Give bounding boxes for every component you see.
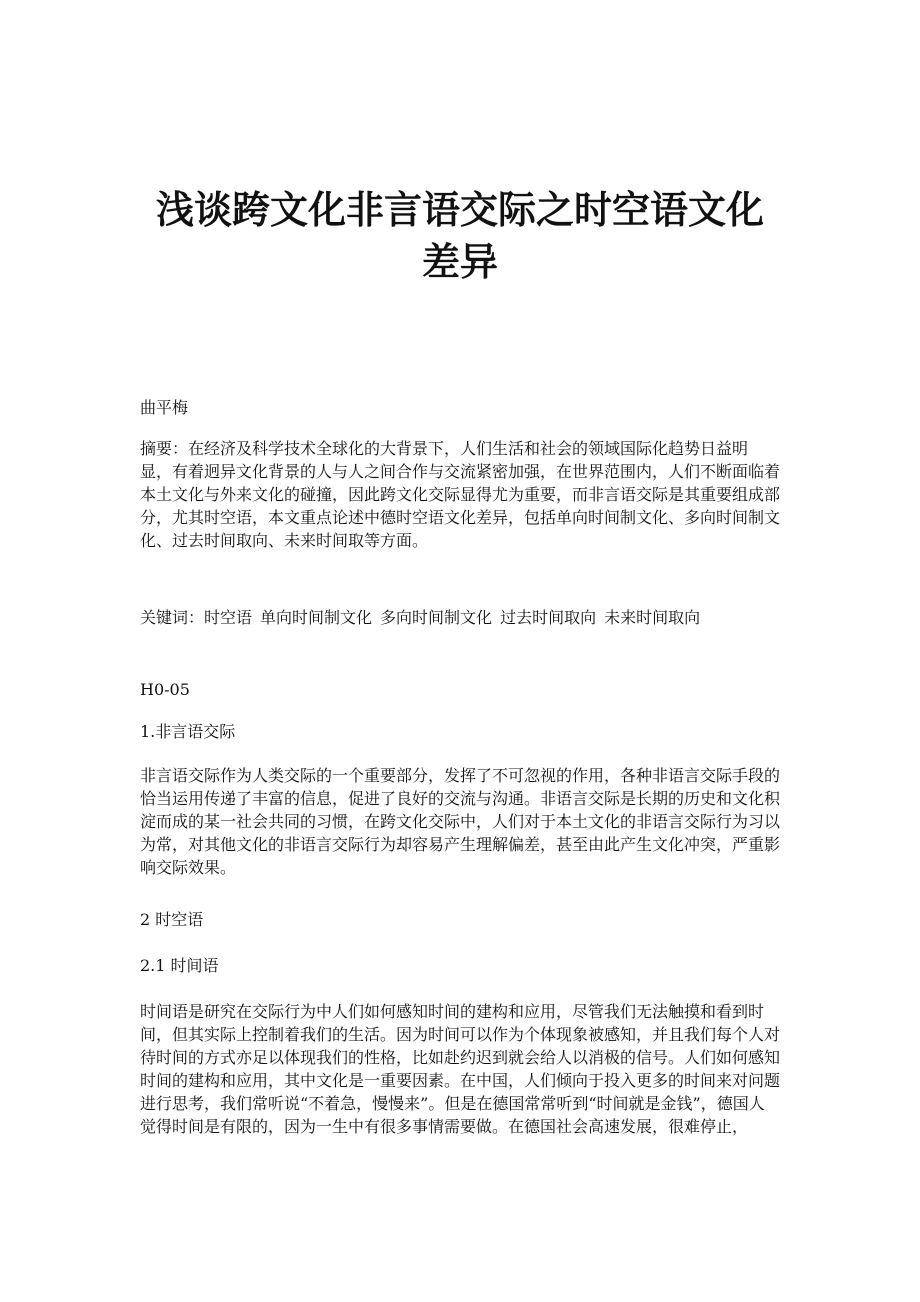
author-name: 曲平梅: [140, 398, 189, 417]
abstract-paragraph: [140, 437, 780, 552]
keywords-paragraph: [140, 606, 780, 629]
keywords-label: 关键词：: [140, 608, 205, 627]
keyword-item: 单向时间制文化: [260, 608, 373, 627]
keyword-item: 未来时间取向: [604, 608, 701, 627]
section-2-1-paragraph: 时间语是研究在交际行为中人们如何感知时间的建构和应用，尽管我们无法触摸和看到时间，但其实际上控制着我们的生活。因为时间可以作为个体现象被感知，并且我们每个人对待时间的方式亦足以体现我们的性格，比如赴约迟到就会给人以消极的信号。人们如何感知时间的建构和应用，其中文化是一重要因素。在中国，人们倾向于投入更多的时间来对问题进行思考，我们常听说“不着急，慢慢来”。但是在德国常常听到“时间就是金钱”，德国人觉得时间是有限的，因为一生中有很多事情需要做。在德国社会高速发展，很难停止，: [140, 1002, 781, 1136]
abstract-label: 摘要：: [140, 439, 189, 458]
keyword-item: 过去时间取向: [500, 608, 597, 627]
keyword-item: 多向时间制文化: [380, 608, 493, 627]
section-heading-1: 1.非言语交际: [140, 722, 236, 741]
paper-title: 浅谈跨文化非言语交际之时空语文化差异: [155, 188, 764, 284]
keyword-item: 时空语: [204, 608, 253, 627]
section-heading-2-1: 2.1 时间语: [140, 956, 219, 975]
section-1-paragraph: 非言语交际作为人类交际的一个重要部分，发挥了不可忽视的作用，各种非语言交际手段的恰当运用传递了丰富的信息，促进了良好的交流与沟通。非语言交际是长期的历史和文化积淀而成的某一社会共同的习惯，在跨文化交际中，人们对于本土文化的非语言交际行为习以为常，对其他文化的非语言交际行为却容易产生理解偏差，甚至由此产生文化冲突，严重影响交际效果。: [140, 766, 781, 877]
abstract-text: 在经济及科学技术全球化的大背景下，人们生活和社会的领域国际化趋势日益明显，有着迥异文化背景的人与人之间合作与交流紧密加强，在世界范围内，人们不断面临着本土文化与外来文化的碰撞，因此跨文化交际显得尤为重要，而非言语交际是其重要组成部分，尤其时空语，本文重点论述中德时空语文化差异，包括单向时间制文化、多向时间制文化、过去时间取向、未来时间取等方面。: [140, 439, 781, 550]
classification-code: H0-05: [140, 680, 190, 699]
section-heading-2: 2 时空语: [140, 910, 204, 929]
